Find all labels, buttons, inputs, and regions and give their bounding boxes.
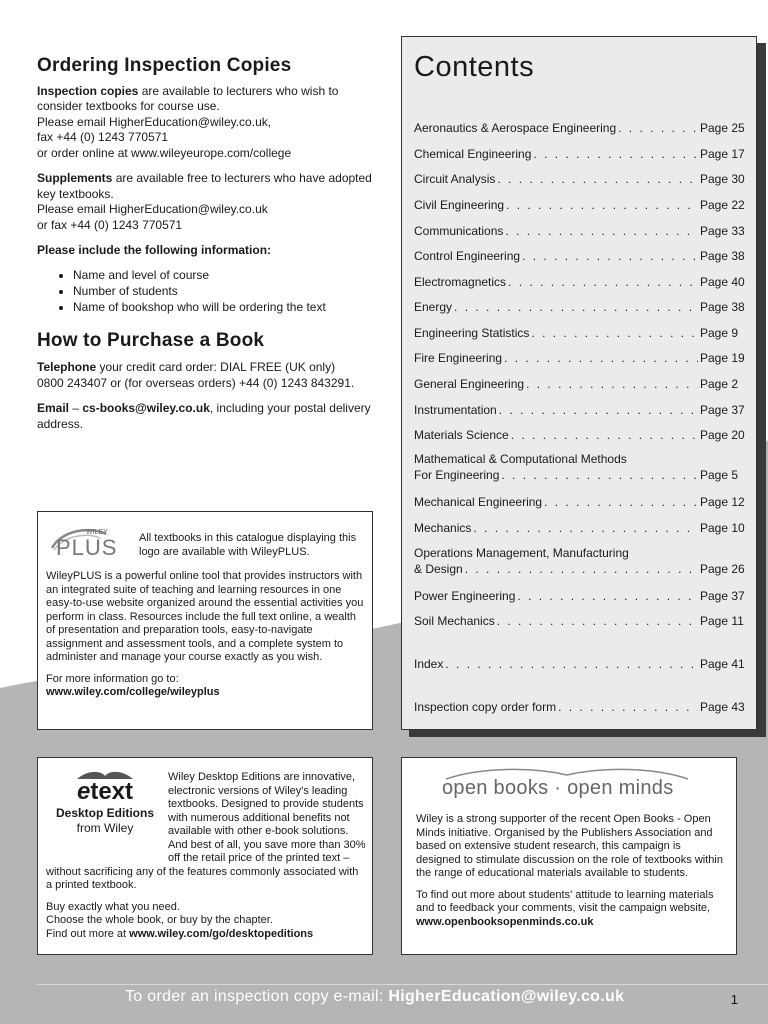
toc-page: Page 10	[700, 521, 745, 535]
toc-label: Communications	[414, 224, 504, 238]
page-number: 1	[730, 992, 738, 1007]
toc-page: Page 33	[700, 224, 745, 238]
openbooks-paragraph2	[416, 889, 728, 930]
toc-dots	[517, 589, 698, 603]
supplements-text: are available free to lecturers who have adopted key textbooks.	[37, 171, 372, 201]
email-paragraph	[37, 401, 382, 432]
toc-page: Page 2	[700, 377, 739, 391]
toc-label: Circuit Analysis	[414, 172, 496, 186]
toc-label: For Engineering	[414, 468, 500, 482]
wileyplus-caption: All textbooks in this catalogue displaying this logo are available with WileyPLUS.	[139, 532, 357, 558]
toc-label: Chemical Engineering	[414, 147, 532, 161]
toc-label: Energy	[414, 300, 453, 314]
toc-row[interactable]	[414, 428, 744, 442]
toc-page: Page 5	[700, 468, 739, 482]
toc-page: Page 30	[700, 172, 745, 186]
toc-dots	[558, 700, 698, 714]
etext-logo-e: e	[76, 778, 91, 805]
inspection-online-line[interactable]: or order online at www.wileyeurope.com/college	[37, 145, 292, 160]
toc-page: Page 19	[700, 351, 745, 365]
toc-dots	[501, 468, 698, 482]
toc-dots	[506, 198, 698, 212]
supplements-fax-line: or fax +44 (0) 1243 770571	[37, 217, 183, 232]
etext-logo-line3: from Wiley	[76, 820, 134, 835]
toc-label: Index	[414, 657, 444, 671]
email-text: , including your postal delivery address.	[37, 401, 371, 431]
toc-dots	[499, 403, 698, 417]
toc-row[interactable]	[414, 451, 744, 482]
toc-row[interactable]	[414, 326, 744, 340]
wileyplus-more-info-text: For more information go to:	[46, 672, 179, 685]
footer-order-line	[125, 988, 624, 1006]
toc-dots	[531, 326, 698, 340]
toc-row[interactable]	[414, 657, 744, 671]
toc-label: Electromagnetics	[414, 275, 507, 289]
wileyplus-more-info	[46, 673, 364, 700]
email-address-link[interactable]: cs-books@wiley.co.uk	[82, 401, 210, 415]
wileyplus-logo-big: PLUS	[56, 535, 118, 560]
telephone-text: your credit card order: DIAL FREE (UK only)	[96, 360, 336, 374]
toc-label: Instrumentation	[414, 403, 497, 417]
include-info-text: Please include the following information:	[37, 243, 272, 257]
email-dash: –	[69, 401, 83, 415]
include-info-heading	[37, 243, 382, 259]
supplements-label: Supplements	[37, 171, 113, 185]
toc-label: Soil Mechanics	[414, 614, 495, 628]
toc-page: Page 9	[700, 326, 739, 340]
contents-title: Contents	[414, 51, 535, 83]
toc-page: Page 22	[700, 198, 745, 212]
toc-page: Page 26	[700, 562, 745, 576]
footer-email-link[interactable]: HigherEducation@wiley.co.uk	[388, 988, 625, 1005]
toc-row[interactable]	[414, 403, 744, 417]
wileyplus-logo-small: WILEY	[86, 529, 108, 536]
etext-box	[37, 757, 373, 955]
email-label: Email	[37, 401, 70, 415]
toc-label: & Design	[414, 562, 463, 576]
toc-page: Page 38	[700, 300, 745, 314]
toc-row[interactable]	[414, 300, 744, 314]
toc-page: Page 37	[700, 403, 745, 417]
toc-row[interactable]	[414, 521, 744, 535]
telephone-label: Telephone	[37, 360, 97, 374]
toc-row[interactable]	[414, 147, 744, 161]
toc-dots	[526, 377, 698, 391]
openbooks-logo-text: open books · open minds	[442, 777, 674, 799]
toc-row[interactable]	[414, 377, 744, 391]
toc-dots	[508, 275, 698, 289]
toc-page: Page 43	[700, 700, 745, 714]
openbooks-p2-text: To find out more about students' attitude to learning materials and to feedback your comments, visit the campaign website,	[416, 888, 714, 914]
toc-row[interactable]	[414, 614, 744, 628]
footer-divider	[37, 984, 768, 985]
toc-dots	[522, 249, 698, 263]
wileyplus-logo	[46, 524, 126, 566]
toc-dots	[497, 172, 698, 186]
toc-row[interactable]	[414, 121, 744, 135]
etext-buy-paragraph	[46, 901, 366, 942]
inspection-email-line: Please email HigherEducation@wiley.co.uk,	[37, 114, 272, 129]
info-bullet-list	[37, 267, 382, 315]
toc-label: Materials Science	[414, 428, 509, 442]
etext-logo-spacer	[46, 771, 168, 855]
toc-page: Page 37	[700, 589, 745, 603]
inspection-copies-text: are available to lecturers who wish to consider textbooks for course use.	[37, 83, 339, 113]
toc-label: Engineering Statistics	[414, 326, 530, 340]
wileyplus-body: WileyPLUS is a powerful online tool that provides instructors with an integrated suite of teaching and learning resources in one easy-to-use website organized around the essential activities you perform in class. Resources include the full text online, a wealth of presentation and preparation tools, easy-to-navigate assignment and assessment tools, and a complete system to administer and manage your course exactly as you wish.	[46, 570, 364, 663]
etext-url-link[interactable]: www.wiley.com/go/desktopeditions	[129, 927, 314, 940]
toc-dots	[445, 657, 698, 671]
toc-dots	[454, 300, 698, 314]
toc-row[interactable]	[414, 545, 744, 576]
toc-row[interactable]	[414, 275, 744, 289]
list-item: • Name and level of course	[73, 267, 382, 283]
inspection-copies-label: Inspection copies	[37, 83, 139, 98]
telephone-paragraph	[37, 360, 382, 391]
toc-page: Page 40	[700, 275, 745, 289]
toc-label: Power Engineering	[414, 589, 516, 603]
etext-line2: Choose the whole book, or buy by the chapter.	[46, 914, 273, 926]
toc-dots	[505, 224, 698, 238]
toc-row[interactable]	[414, 495, 744, 509]
etext-line3: Find out more at	[46, 927, 130, 940]
toc-row[interactable]	[414, 351, 744, 365]
toc-row[interactable]	[414, 589, 744, 603]
supplements-paragraph	[37, 171, 382, 233]
inspection-fax-line: fax +44 (0) 1243 770571	[37, 130, 169, 144]
toc-dots	[497, 614, 698, 628]
toc-page: Page 17	[700, 147, 745, 161]
toc-dots	[544, 495, 698, 509]
toc-row[interactable]	[414, 198, 744, 212]
contents-panel	[401, 36, 757, 730]
list-item: • Name of bookshop who will be ordering the text	[73, 299, 382, 315]
etext-logo-line2: Desktop Editions	[55, 806, 154, 820]
toc-page: Page 41	[700, 657, 745, 671]
toc-label: Fire Engineering	[414, 351, 503, 365]
toc-row[interactable]	[414, 172, 744, 186]
toc-label: Control Engineering	[414, 249, 521, 263]
toc-label: Aeronautics & Aerospace Engineering	[414, 121, 617, 135]
toc-dots	[618, 121, 698, 135]
inspection-copies-paragraph	[37, 84, 382, 162]
wileyplus-box	[37, 511, 373, 730]
toc-page: Page 20	[700, 428, 745, 442]
wileyplus-url-link[interactable]: www.wiley.com/college/wileyplus	[46, 686, 220, 698]
left-column	[37, 55, 382, 442]
toc-label: Mechanical Engineering	[414, 495, 543, 509]
toc-dots	[533, 147, 698, 161]
toc-page: Page 11	[700, 614, 744, 628]
purchase-title: How to Purchase a Book	[37, 329, 265, 351]
openbooks-box	[401, 757, 737, 955]
toc-label: Mechanics	[414, 521, 472, 535]
toc-row[interactable]	[414, 249, 744, 263]
toc-dots	[511, 428, 698, 442]
telephone-numbers: 0800 243407 or (for overseas orders) +44 (0) 1243 843291.	[37, 375, 355, 390]
toc-page: Page 38	[700, 249, 745, 263]
toc-row[interactable]	[414, 700, 744, 714]
toc-page: Page 12	[700, 495, 745, 509]
supplements-email-line: Please email HigherEducation@wiley.co.uk	[37, 202, 268, 216]
toc-label: General Engineering	[414, 377, 525, 391]
etext-logo-text: text	[90, 778, 134, 805]
etext-line1: Buy exactly what you need.	[46, 900, 180, 913]
toc-dots	[504, 351, 698, 365]
toc-row[interactable]	[414, 224, 744, 238]
toc-label: Civil Engineering	[414, 198, 505, 212]
toc-label: Operations Management, Manufacturing	[414, 546, 629, 560]
openbooks-url-link[interactable]: www.openbooksopenminds.co.uk	[416, 915, 594, 928]
footer-pre-text: To order an inspection copy e-mail:	[125, 988, 389, 1005]
ordering-title: Ordering Inspection Copies	[37, 55, 292, 76]
toc-label: Inspection copy order form	[414, 700, 557, 714]
list-item: • Number of students	[73, 283, 382, 299]
toc-page: Page 25	[700, 121, 745, 135]
openbooks-paragraph: Wiley is a strong supporter of the recent Open Books - Open Minds initiative. Organised by the Publishers Association and based on extensive student research, this campaign is designed to stimulate discussion on the role of textbooks within the range of educational materials available to students.	[416, 813, 723, 879]
etext-body: Wiley Desktop Editions are innovative, electronic versions of Wiley's leading textbooks. Designed to provide students with numerous additional benefits not available with other e-book solutions. And best of all, you save more than 30% off the retail price of the printed text – without sacrificing any of the features commonly associated with a printed textbook.	[46, 771, 366, 891]
toc-dots	[465, 562, 698, 576]
toc-dots	[473, 521, 698, 535]
toc-label: Mathematical & Computational Methods	[414, 452, 627, 466]
